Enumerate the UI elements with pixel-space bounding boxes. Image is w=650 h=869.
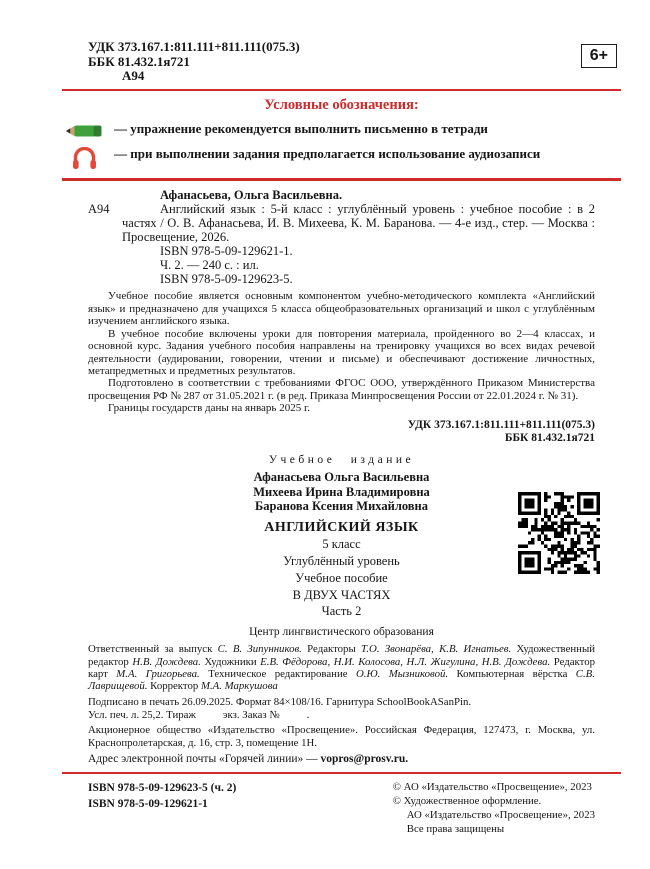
hotline-email-line (88, 753, 595, 765)
department-name: Центр лингвистического образования (249, 626, 434, 639)
classification-codes (88, 40, 595, 84)
edition-author: Михеева Ирина Владимировна (253, 484, 430, 499)
red-divider-legend (62, 178, 621, 181)
subtitle-line: 5 класс (322, 537, 361, 552)
qr-code (518, 492, 600, 574)
biblio-author-heading: Афанасьева, Ольга Васильевна. (160, 187, 343, 202)
isbn-column (88, 780, 236, 836)
part-line: Ч. 2. — 240 с. : ил. (160, 258, 259, 273)
subtitle-line: В ДВУХ ЧАСТЯХ (292, 587, 391, 602)
udk-line: УДК 373.167.1:811.111+811.111(075.3) (88, 39, 300, 54)
annotation-paragraph: В учебное пособие включены уроки для повторения материала, пройденного во 2—4 классах, и основной курс. Задания учебного пособия направлены на тренировку учащихся во всех видах речевой деятельности (аудировании, говорении, чтении и письме) и обеспечивают достижение личностных, метапредметных и предметных результатов. (88, 327, 595, 377)
red-divider-top (62, 89, 621, 92)
legend-item-writing (64, 121, 595, 139)
subtitle-line: Часть 2 (321, 604, 362, 619)
annotation-block (88, 290, 595, 414)
copyright-column (393, 780, 595, 836)
legend-item-audio (64, 146, 595, 171)
annotation-paragraph: Границы государств даны на январь 2025 г. (108, 402, 310, 415)
isbn-copyright-block (88, 780, 595, 836)
isbn-second-line: ISBN 978-5-09-129623-5. (160, 272, 293, 287)
bbk-line: ББК 81.432.1я721 (88, 53, 190, 69)
legend-item-writing-label: — упражнение рекомендуется выполнить письменно в тетради (114, 121, 488, 137)
pencil-icon (64, 121, 104, 139)
headphones-icon (64, 146, 104, 171)
edition-author: Баранова Ксения Михайловна (255, 498, 428, 513)
hotline-email-prefix: Адрес электронной почты «Горячей линии» — (88, 753, 321, 766)
bbk-right-line: ББК 81.432.1я721 (504, 432, 595, 444)
isbn-part2: ISBN 978-5-09-129623-5 (ч. 2) (88, 782, 237, 795)
bibliographic-record (88, 188, 595, 287)
udk-right-line: УДК 373.167.1:811.111+811.111(075.3) (407, 418, 595, 431)
production-credits: Ответственный за выпуск С. В. Зипунников. Редакторы Т.О. Звонарёва, К.В. Игнатьев. Художественный редактор Н.В. Дождева. Художники Е.В. Фёдорова, Н.И. Колосова, Н.Л. Жигулина, Н.В. Дождева. Редактор карт М.А. Григорьева. Техническое редактирование О.Ю. Мызниковой. Компьютерная вёрстка С.В. Лаврищевой. Корректор М.А. Маркушова (88, 643, 595, 693)
copyright-line: © Художественное оформление. (392, 795, 542, 808)
hotline-email: vopros@prosv.ru. (320, 753, 409, 766)
red-divider-bottom (62, 772, 621, 774)
print-date-line: Подписано в печать 26.09.2025. Формат 84×108/16. Гарнитура SchoolBookASanPin. (88, 696, 472, 709)
edition-type-label: Учебное издание (268, 454, 415, 467)
subtitle-line: Углублённый уровень (283, 554, 400, 569)
legend-item-audio-label: — при выполнении задания предполагается использование аудиозаписи (114, 146, 541, 162)
imprint-block (88, 696, 595, 749)
copyright-line: Все права защищены (406, 822, 505, 835)
age-rating-badge: 6+ (581, 44, 617, 68)
biblio-entry (88, 201, 595, 244)
biblio-margin-code: А94 (88, 201, 110, 216)
subtitle-line: Учебное пособие (295, 570, 388, 585)
isbn-first-line: ISBN 978-5-09-129621-1. (160, 244, 293, 259)
annotation-paragraph: Учебное пособие является основным компонентом учебно-методического комплекта «Английский язык» и предназначено для учащихся 5 класса общеобразовательных организаций и школ с углублённым изучением английского языка. (88, 290, 595, 328)
biblio-entry-text: Английский язык : 5-й класс : углублённый уровень : учебное пособие : в 2 частях / О. В. Афанасьева, И. В. Михеева, К. М. Баранова. — 4-е изд., стер. — Москва : Просвещение, 2026. (122, 201, 595, 244)
author-sign-code: А94 (122, 68, 145, 84)
book-title: АНГЛИЙСКИЙ ЯЗЫК (264, 520, 419, 536)
legend-title: Условные обозначения: (264, 97, 419, 114)
copyright-line: АО «Издательство «Просвещение», 2023 (406, 808, 595, 821)
annotation-paragraph: Подготовлено в соответствии с требованиями ФГОС ООО, утверждённого Приказом Министерства просвещения РФ № 287 от 31.05.2021 г. (в ред. Приказа Минпросвещения России от 22.01.2024 г. № 31). (88, 377, 595, 402)
isbn-whole: ISBN 978-5-09-129621-1 (88, 797, 208, 810)
edition-author: Афанасьева Ольга Васильевна (253, 470, 430, 485)
publisher-address: Акционерное общество «Издательство «Просвещение». Российская Федерация, 127473, г. Москва, ул. Краснопролетарская, д. 16, стр. 3, помещение 1Н. (88, 724, 595, 749)
classification-codes-right (88, 419, 595, 446)
copyright-line: © АО «Издательство «Просвещение», 2023 (392, 781, 592, 794)
print-run-line: Усл. печ. л. 25,2. Тираж экз. Заказ № . (88, 708, 310, 721)
